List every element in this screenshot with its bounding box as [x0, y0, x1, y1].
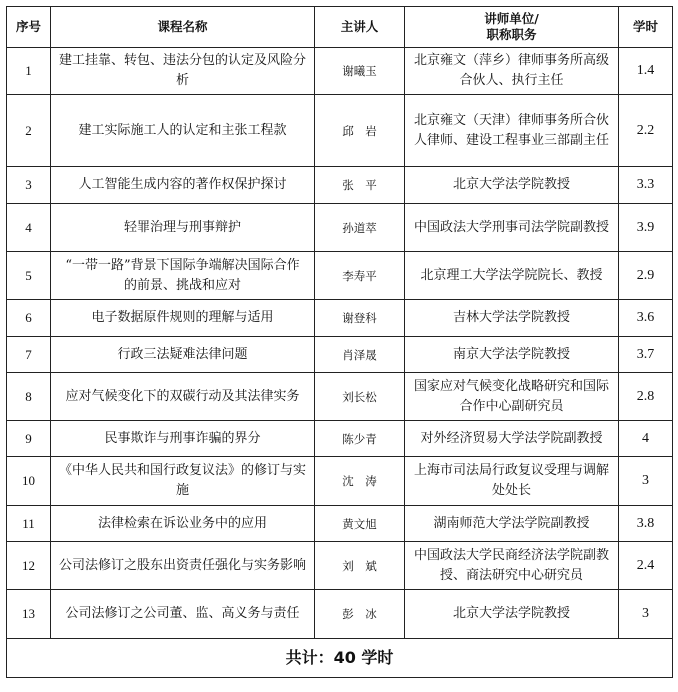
row-course: 《中华人民共和国行政复议法》的修订与实施: [51, 457, 315, 506]
row-no: 9: [7, 421, 51, 457]
row-unit: 中国政法大学刑事司法学院副教授: [405, 204, 619, 252]
header-unit-line2: 职称职务: [486, 27, 537, 42]
row-unit: 吉林大学法学院教授: [405, 300, 619, 337]
total-row: [7, 639, 673, 678]
row-unit: 北京大学法学院教授: [405, 590, 619, 639]
row-course: 法律检索在诉讼业务中的应用: [51, 506, 315, 542]
row-lecturer: 李寿平: [315, 252, 405, 300]
table-row: [7, 457, 673, 506]
table-row: [7, 48, 673, 95]
table-row: [7, 373, 673, 421]
row-no: 13: [7, 590, 51, 639]
table-row: [7, 300, 673, 337]
row-lecturer: 谢曦玉: [315, 48, 405, 95]
row-no: 12: [7, 542, 51, 590]
row-unit: 北京大学法学院教授: [405, 167, 619, 204]
row-no: 6: [7, 300, 51, 337]
table-row: [7, 252, 673, 300]
row-course: “一带一路”背景下国际争端解决国际合作的前景、挑战和应对: [51, 252, 315, 300]
table-row: [7, 337, 673, 373]
row-hours: 3.8: [619, 506, 673, 542]
header-no: 序号: [7, 7, 51, 48]
row-course: 建工挂靠、转包、违法分包的认定及风险分析: [51, 48, 315, 95]
table-row: [7, 95, 673, 167]
row-course: 人工智能生成内容的著作权保护探讨: [51, 167, 315, 204]
row-no: 7: [7, 337, 51, 373]
total-hours: 共计：40 学时: [7, 639, 673, 678]
row-lecturer: 黄文旭: [315, 506, 405, 542]
row-unit: 北京雍文（萍乡）律师事务所高级合伙人、执行主任: [405, 48, 619, 95]
row-lecturer: 肖泽晟: [315, 337, 405, 373]
table-row: [7, 542, 673, 590]
row-course: 公司法修订之公司董、监、高义务与责任: [51, 590, 315, 639]
row-hours: 2.4: [619, 542, 673, 590]
row-no: 11: [7, 506, 51, 542]
row-course: 应对气候变化下的双碳行动及其法律实务: [51, 373, 315, 421]
header-lecturer: 主讲人: [315, 7, 405, 48]
header-unit-line1: 讲师单位/: [484, 11, 539, 26]
row-course: 电子数据原件规则的理解与适用: [51, 300, 315, 337]
row-no: 2: [7, 95, 51, 167]
table-row: [7, 204, 673, 252]
table-row: [7, 421, 673, 457]
row-course: 行政三法疑难法律问题: [51, 337, 315, 373]
header-course: 课程名称: [51, 7, 315, 48]
row-lecturer: 邱 岩: [315, 95, 405, 167]
row-hours: 1.4: [619, 48, 673, 95]
row-hours: 2.9: [619, 252, 673, 300]
row-lecturer: 孙道萃: [315, 204, 405, 252]
row-hours: 3: [619, 590, 673, 639]
row-unit: 国家应对气候变化战略研究和国际合作中心副研究员: [405, 373, 619, 421]
row-lecturer: 刘 斌: [315, 542, 405, 590]
row-course: 公司法修订之股东出资责任强化与实务影响: [51, 542, 315, 590]
row-hours: 4: [619, 421, 673, 457]
row-no: 1: [7, 48, 51, 95]
row-no: 5: [7, 252, 51, 300]
row-lecturer: 谢登科: [315, 300, 405, 337]
row-hours: 3.7: [619, 337, 673, 373]
row-unit: 北京雍文（天津）律师事务所合伙人律师、建设工程事业三部副主任: [405, 95, 619, 167]
row-hours: 3: [619, 457, 673, 506]
row-hours: 3.9: [619, 204, 673, 252]
row-unit: 南京大学法学院教授: [405, 337, 619, 373]
row-no: 8: [7, 373, 51, 421]
row-lecturer: 刘长松: [315, 373, 405, 421]
row-hours: 3.6: [619, 300, 673, 337]
row-lecturer: 张 平: [315, 167, 405, 204]
row-lecturer: 沈 涛: [315, 457, 405, 506]
table-row: [7, 506, 673, 542]
row-lecturer: 彭 冰: [315, 590, 405, 639]
row-unit: 上海市司法局行政复议受理与调解处处长: [405, 457, 619, 506]
course-schedule-table: [6, 6, 673, 678]
header-hours: 学时: [619, 7, 673, 48]
row-hours: 2.8: [619, 373, 673, 421]
row-no: 3: [7, 167, 51, 204]
header-unit: [405, 7, 619, 48]
row-no: 4: [7, 204, 51, 252]
row-course: 民事欺诈与刑事诈骗的界分: [51, 421, 315, 457]
row-unit: 对外经济贸易大学法学院副教授: [405, 421, 619, 457]
row-lecturer: 陈少青: [315, 421, 405, 457]
row-course: 轻罪治理与刑事辩护: [51, 204, 315, 252]
table-row: [7, 590, 673, 639]
table-row: [7, 167, 673, 204]
row-no: 10: [7, 457, 51, 506]
row-hours: 3.3: [619, 167, 673, 204]
row-course: 建工实际施工人的认定和主张工程款: [51, 95, 315, 167]
row-unit: 北京理工大学法学院院长、教授: [405, 252, 619, 300]
row-unit: 中国政法大学民商经济法学院副教授、商法研究中心研究员: [405, 542, 619, 590]
table-header-row: [7, 7, 673, 48]
row-unit: 湖南师范大学法学院副教授: [405, 506, 619, 542]
row-hours: 2.2: [619, 95, 673, 167]
